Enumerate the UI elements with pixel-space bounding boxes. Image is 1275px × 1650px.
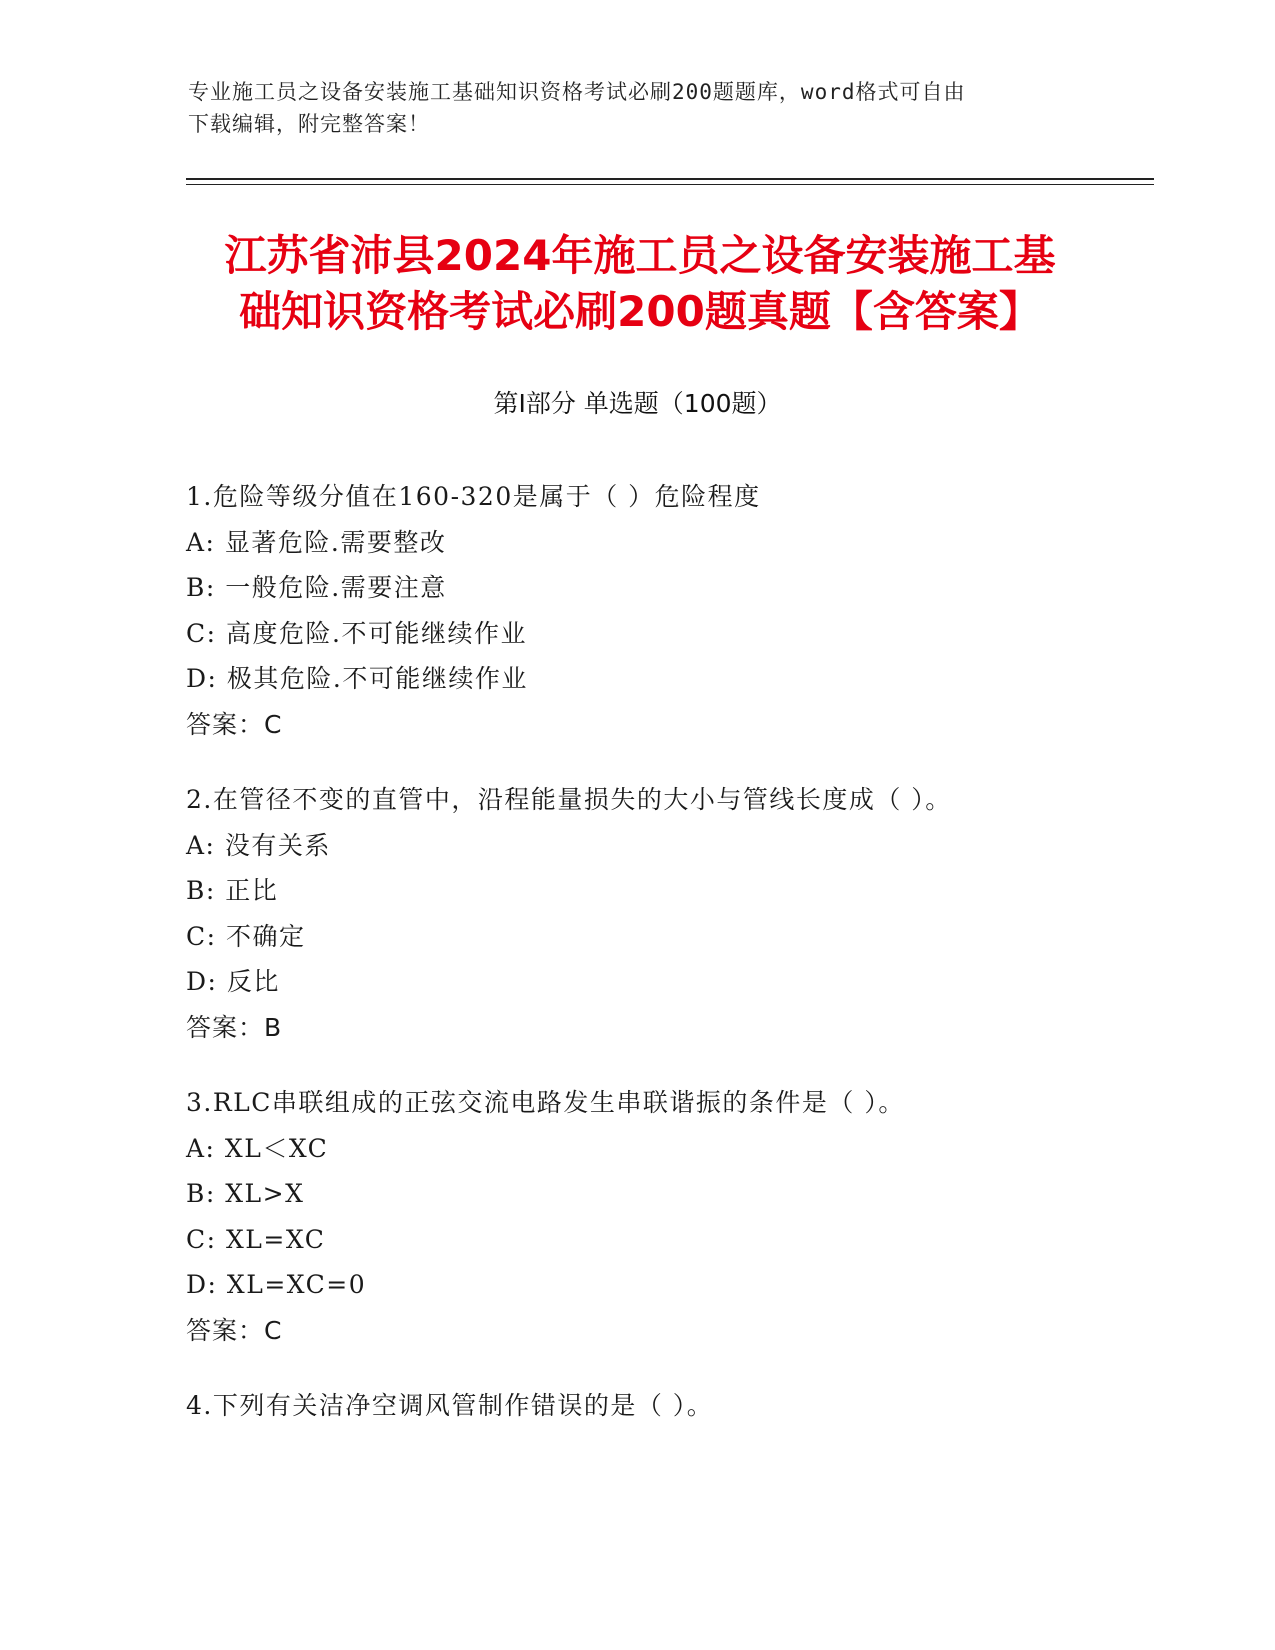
option-b: B: 正比: [186, 876, 279, 905]
question-stem: 2.在管径不变的直管中，沿程能量损失的大小与管线长度成（ ）。: [186, 785, 952, 814]
question-stem: 1.危险等级分值在160-320是属于（ ）危险程度: [186, 482, 761, 511]
option-d: D: 反比: [186, 967, 280, 996]
option-a: A: XL＜XC: [186, 1133, 329, 1163]
header-note-line-1: 专业施工员之设备安装施工基础知识资格考试必刷200题题库，word格式可自由: [188, 80, 966, 104]
document-title-line-1: 江苏省沛县2024年施工员之设备安装施工基: [224, 231, 1056, 280]
option-b: B: XL>X: [186, 1179, 305, 1208]
option-d: D: 极其危险.不可能继续作业: [186, 664, 528, 693]
option-a: A: 没有关系: [186, 830, 331, 860]
question-4: [186, 1383, 1146, 1429]
option-a: A: 显著危险.需要整改: [186, 527, 447, 557]
option-c: C: 高度危险.不可能继续作业: [186, 618, 527, 648]
question-3: [186, 1080, 1146, 1353]
answer-label: 答案：B: [186, 1012, 283, 1042]
question-stem: 3.RLC串联组成的正弦交流电路发生串联谐振的条件是（ ）。: [186, 1088, 905, 1117]
answer-label: 答案：C: [186, 1315, 283, 1345]
question-list: [186, 474, 1146, 1459]
document-title: [160, 228, 1120, 340]
question-2: [186, 777, 1146, 1050]
header-rule-thin: [186, 184, 1154, 185]
option-b: B: 一般危险.需要注意: [186, 573, 447, 602]
answer-label: 答案：C: [186, 709, 283, 739]
question-1: [186, 474, 1146, 747]
option-c: C: XL=XC: [186, 1224, 326, 1254]
option-c: C: 不确定: [186, 921, 306, 951]
section-heading: 第Ⅰ部分 单选题（100题）: [493, 389, 782, 418]
question-stem: 4.下列有关洁净空调风管制作错误的是（ ）。: [186, 1391, 714, 1420]
header-note-line-2: 下载编辑，附完整答案！: [188, 112, 430, 136]
option-d: D: XL=XC=0: [186, 1270, 367, 1299]
header-note: [188, 76, 1068, 140]
document-title-line-2: 础知识资格考试必刷200题真题【含答案】: [239, 287, 1041, 336]
header-rule-thick: [186, 178, 1154, 180]
